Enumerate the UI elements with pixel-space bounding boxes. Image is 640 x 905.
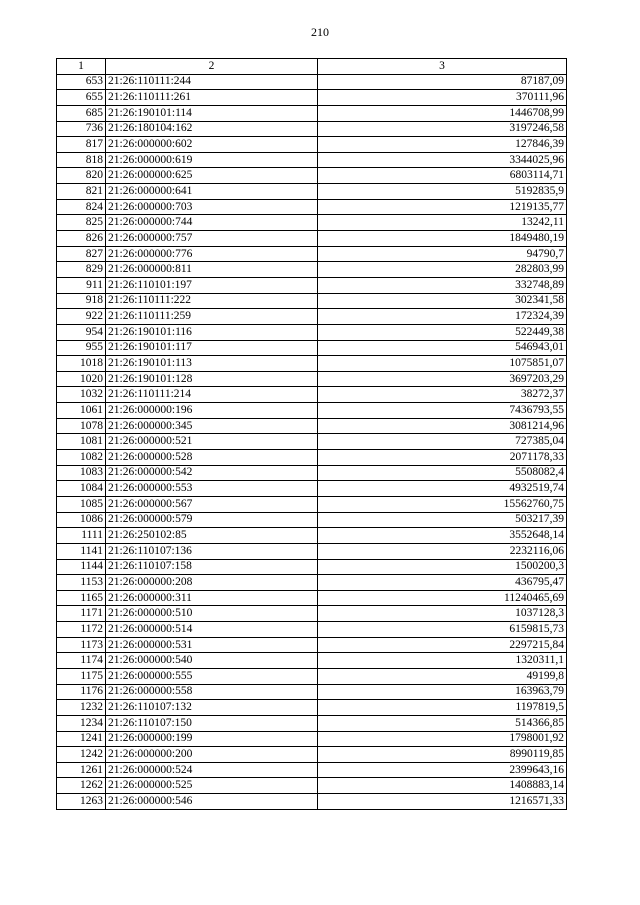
cadastral-value: 1075851,07 xyxy=(318,356,567,372)
cadastral-number: 21:26:110107:136 xyxy=(106,543,318,559)
cadastral-number: 21:26:000000:345 xyxy=(106,418,318,434)
cadastral-number: 21:26:000000:553 xyxy=(106,481,318,497)
table-row xyxy=(57,387,567,403)
row-number: 820 xyxy=(57,168,106,184)
cadastral-value: 302341,58 xyxy=(318,293,567,309)
table-row xyxy=(57,309,567,325)
row-number: 825 xyxy=(57,215,106,231)
table-row xyxy=(57,371,567,387)
cadastral-value: 1500200,3 xyxy=(318,559,567,575)
cadastral-value: 2297215,84 xyxy=(318,637,567,653)
table-row xyxy=(57,277,567,293)
cadastral-value: 2232116,06 xyxy=(318,543,567,559)
cadastral-number: 21:26:000000:811 xyxy=(106,262,318,278)
table-row xyxy=(57,262,567,278)
row-number: 1083 xyxy=(57,465,106,481)
cadastral-number: 21:26:110101:197 xyxy=(106,277,318,293)
table-row xyxy=(57,90,567,106)
table-row xyxy=(57,575,567,591)
cadastral-number: 21:26:000000:199 xyxy=(106,731,318,747)
cadastral-value: 2399643,16 xyxy=(318,762,567,778)
table-row xyxy=(57,528,567,544)
cadastral-value: 163963,79 xyxy=(318,684,567,700)
cadastral-number: 21:26:000000:625 xyxy=(106,168,318,184)
table-row xyxy=(57,105,567,121)
row-number: 1018 xyxy=(57,356,106,372)
cadastral-number: 21:26:000000:744 xyxy=(106,215,318,231)
cadastral-value: 1216571,33 xyxy=(318,794,567,810)
table-row xyxy=(57,637,567,653)
table-row xyxy=(57,293,567,309)
table-row xyxy=(57,215,567,231)
cadastral-value: 1446708,99 xyxy=(318,105,567,121)
cadastral-value: 514366,85 xyxy=(318,715,567,731)
cadastral-number: 21:26:000000:558 xyxy=(106,684,318,700)
table-row xyxy=(57,168,567,184)
cadastral-number: 21:26:110111:261 xyxy=(106,90,318,106)
cadastral-number: 21:26:000000:703 xyxy=(106,199,318,215)
cadastral-number: 21:26:110107:132 xyxy=(106,700,318,716)
table-row xyxy=(57,512,567,528)
row-number: 922 xyxy=(57,309,106,325)
table-row xyxy=(57,434,567,450)
cadastral-number: 21:26:190101:128 xyxy=(106,371,318,387)
table-row xyxy=(57,324,567,340)
cadastral-number: 21:26:190101:113 xyxy=(106,356,318,372)
cadastral-value: 6159815,73 xyxy=(318,622,567,638)
table-row xyxy=(57,418,567,434)
row-number: 911 xyxy=(57,277,106,293)
table-row xyxy=(57,731,567,747)
table-row xyxy=(57,481,567,497)
column-header-3: 3 xyxy=(318,59,567,75)
row-number: 1261 xyxy=(57,762,106,778)
cadastral-value: 436795,47 xyxy=(318,575,567,591)
cadastral-number: 21:26:190101:114 xyxy=(106,105,318,121)
cadastral-number: 21:26:000000:521 xyxy=(106,434,318,450)
table-row xyxy=(57,137,567,153)
table-row xyxy=(57,231,567,247)
row-number: 1085 xyxy=(57,496,106,512)
cadastral-number: 21:26:190101:116 xyxy=(106,324,318,340)
row-number: 1232 xyxy=(57,700,106,716)
row-number: 1032 xyxy=(57,387,106,403)
cadastral-number: 21:26:250102:85 xyxy=(106,528,318,544)
cadastral-value: 1320311,1 xyxy=(318,653,567,669)
cadastral-value: 282803,99 xyxy=(318,262,567,278)
table-row xyxy=(57,356,567,372)
table-row xyxy=(57,794,567,810)
cadastral-value: 11240465,69 xyxy=(318,590,567,606)
table-row xyxy=(57,559,567,575)
table-body xyxy=(57,74,567,809)
cadastral-value: 3552648,14 xyxy=(318,528,567,544)
page-number: 210 xyxy=(311,25,329,39)
cadastral-number: 21:26:000000:510 xyxy=(106,606,318,622)
row-number: 1086 xyxy=(57,512,106,528)
cadastral-value-table xyxy=(56,58,567,810)
cadastral-number: 21:26:110111:214 xyxy=(106,387,318,403)
row-number: 1111 xyxy=(57,528,106,544)
table-row xyxy=(57,590,567,606)
cadastral-number: 21:26:000000:555 xyxy=(106,668,318,684)
row-number: 829 xyxy=(57,262,106,278)
row-number: 918 xyxy=(57,293,106,309)
cadastral-number: 21:26:190101:117 xyxy=(106,340,318,356)
row-number: 685 xyxy=(57,105,106,121)
table-row xyxy=(57,184,567,200)
cadastral-value: 2071178,33 xyxy=(318,450,567,466)
row-number: 1084 xyxy=(57,481,106,497)
table-row xyxy=(57,340,567,356)
cadastral-number: 21:26:000000:540 xyxy=(106,653,318,669)
cadastral-number: 21:26:110107:158 xyxy=(106,559,318,575)
row-number: 1262 xyxy=(57,778,106,794)
cadastral-value: 4932519,74 xyxy=(318,481,567,497)
row-number: 955 xyxy=(57,340,106,356)
row-number: 1242 xyxy=(57,747,106,763)
cadastral-value: 1219135,77 xyxy=(318,199,567,215)
cadastral-value: 3697203,29 xyxy=(318,371,567,387)
cadastral-value: 38272,37 xyxy=(318,387,567,403)
cadastral-number: 21:26:110111:259 xyxy=(106,309,318,325)
cadastral-value: 6803114,71 xyxy=(318,168,567,184)
cadastral-value: 94790,7 xyxy=(318,246,567,262)
cadastral-value: 172324,39 xyxy=(318,309,567,325)
row-number: 824 xyxy=(57,199,106,215)
row-number: 1020 xyxy=(57,371,106,387)
cadastral-number: 21:26:000000:525 xyxy=(106,778,318,794)
cadastral-number: 21:26:000000:196 xyxy=(106,403,318,419)
cadastral-number: 21:26:000000:200 xyxy=(106,747,318,763)
table-row xyxy=(57,74,567,90)
table-row xyxy=(57,246,567,262)
table-row xyxy=(57,199,567,215)
column-header-2: 2 xyxy=(106,59,318,75)
cadastral-value: 503217,39 xyxy=(318,512,567,528)
table-row xyxy=(57,778,567,794)
cadastral-value: 87187,09 xyxy=(318,74,567,90)
row-number: 1144 xyxy=(57,559,106,575)
table-row xyxy=(57,543,567,559)
cadastral-value: 1798001,92 xyxy=(318,731,567,747)
row-number: 827 xyxy=(57,246,106,262)
cadastral-number: 21:26:000000:208 xyxy=(106,575,318,591)
row-number: 1171 xyxy=(57,606,106,622)
cadastral-value: 3197246,58 xyxy=(318,121,567,137)
cadastral-value: 5192835,9 xyxy=(318,184,567,200)
cadastral-number: 21:26:000000:641 xyxy=(106,184,318,200)
table-row xyxy=(57,747,567,763)
cadastral-value: 3344025,96 xyxy=(318,152,567,168)
row-number: 655 xyxy=(57,90,106,106)
cadastral-number: 21:26:000000:542 xyxy=(106,465,318,481)
table-row xyxy=(57,622,567,638)
table-row xyxy=(57,450,567,466)
cadastral-value: 15562760,75 xyxy=(318,496,567,512)
row-number: 1263 xyxy=(57,794,106,810)
row-number: 1241 xyxy=(57,731,106,747)
cadastral-number: 21:26:110111:222 xyxy=(106,293,318,309)
table-row xyxy=(57,715,567,731)
cadastral-number: 21:26:000000:619 xyxy=(106,152,318,168)
table-row xyxy=(57,684,567,700)
row-number: 1173 xyxy=(57,637,106,653)
row-number: 1061 xyxy=(57,403,106,419)
cadastral-number: 21:26:110111:244 xyxy=(106,74,318,90)
cadastral-value: 8990119,85 xyxy=(318,747,567,763)
cadastral-number: 21:26:000000:531 xyxy=(106,637,318,653)
cadastral-value: 13242,11 xyxy=(318,215,567,231)
cadastral-value: 49199,8 xyxy=(318,668,567,684)
cadastral-value: 5508082,4 xyxy=(318,465,567,481)
cadastral-number: 21:26:000000:546 xyxy=(106,794,318,810)
cadastral-number: 21:26:000000:514 xyxy=(106,622,318,638)
cadastral-value: 1037128,3 xyxy=(318,606,567,622)
row-number: 1082 xyxy=(57,450,106,466)
cadastral-number: 21:26:000000:524 xyxy=(106,762,318,778)
table-row xyxy=(57,152,567,168)
row-number: 1078 xyxy=(57,418,106,434)
table-row xyxy=(57,668,567,684)
cadastral-value: 370111,96 xyxy=(318,90,567,106)
cadastral-number: 21:26:000000:776 xyxy=(106,246,318,262)
cadastral-number: 21:26:000000:579 xyxy=(106,512,318,528)
row-number: 826 xyxy=(57,231,106,247)
row-number: 1141 xyxy=(57,543,106,559)
cadastral-value: 727385,04 xyxy=(318,434,567,450)
row-number: 818 xyxy=(57,152,106,168)
row-number: 1153 xyxy=(57,575,106,591)
table-row xyxy=(57,121,567,137)
table-row xyxy=(57,762,567,778)
cadastral-number: 21:26:180104:162 xyxy=(106,121,318,137)
table-row xyxy=(57,700,567,716)
row-number: 817 xyxy=(57,137,106,153)
row-number: 736 xyxy=(57,121,106,137)
cadastral-number: 21:26:000000:567 xyxy=(106,496,318,512)
row-number: 821 xyxy=(57,184,106,200)
row-number: 1234 xyxy=(57,715,106,731)
cadastral-value: 1197819,5 xyxy=(318,700,567,716)
cadastral-number: 21:26:110107:150 xyxy=(106,715,318,731)
table-row xyxy=(57,403,567,419)
row-number: 954 xyxy=(57,324,106,340)
row-number: 1172 xyxy=(57,622,106,638)
table-row xyxy=(57,496,567,512)
table-header-row xyxy=(57,59,567,75)
cadastral-value: 3081214,96 xyxy=(318,418,567,434)
cadastral-number: 21:26:000000:311 xyxy=(106,590,318,606)
column-header-1: 1 xyxy=(57,59,106,75)
row-number: 1174 xyxy=(57,653,106,669)
cadastral-value: 1849480,19 xyxy=(318,231,567,247)
row-number: 1081 xyxy=(57,434,106,450)
cadastral-number: 21:26:000000:602 xyxy=(106,137,318,153)
cadastral-value: 127846,39 xyxy=(318,137,567,153)
cadastral-value: 546943,01 xyxy=(318,340,567,356)
table-row xyxy=(57,606,567,622)
cadastral-number: 21:26:000000:757 xyxy=(106,231,318,247)
table-row xyxy=(57,465,567,481)
row-number: 1176 xyxy=(57,684,106,700)
cadastral-value: 1408883,14 xyxy=(318,778,567,794)
cadastral-value: 522449,38 xyxy=(318,324,567,340)
cadastral-number: 21:26:000000:528 xyxy=(106,450,318,466)
cadastral-value: 332748,89 xyxy=(318,277,567,293)
table-row xyxy=(57,653,567,669)
cadastral-value: 7436793,55 xyxy=(318,403,567,419)
row-number: 1165 xyxy=(57,590,106,606)
row-number: 1175 xyxy=(57,668,106,684)
row-number: 653 xyxy=(57,74,106,90)
